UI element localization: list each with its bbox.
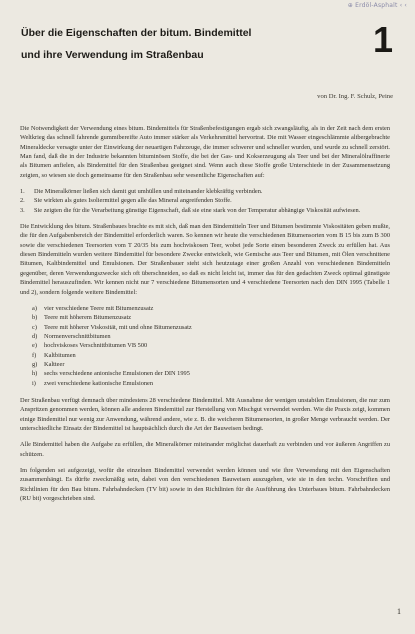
page-number: 1 [397, 607, 401, 616]
list-item: 1. Die Mineralkörner ließen sich damit gut umhüllen und miteinander klebkräftig verbinden. [20, 188, 263, 196]
article-body [20, 124, 390, 510]
list-item: a) vier verschiedene Teere mit Bitumenzusatz [32, 304, 154, 312]
list-item: d) Normenverschnittbitumen [32, 332, 111, 340]
chapter-number: 1 [372, 19, 393, 60]
article-title [21, 22, 341, 66]
list-item: h) sechs verschiedene anionische Emulsionen der DIN 1995 [32, 370, 190, 378]
library-stamp: ⊕ Erdöl-Asphalt ‹ ‹ [347, 2, 407, 9]
list-item: g) Kaltteer [32, 360, 65, 368]
author-line: von Dr. Ing. F. Schulz, Peine [317, 93, 393, 100]
list-item: b) Teere mit höherem Bitumenzusatz [32, 314, 132, 322]
list-item: f) Kaltbitumen [32, 351, 76, 359]
list-item: 3. Sie zeigten die für die Verarbeitung günstige Eigenschaft, daß sie eine stark von der Temperatur abhängige Viskosität aufwiesen. [20, 206, 361, 214]
binder-list [32, 304, 390, 388]
paragraph-outlook: Im folgenden sei aufgezeigt, wofür die einzelnen Bindemittel verwendet werden können und wie ihre Verwendung mit den Eigenschaften zusammenhängt. Es dürfte zweckmäßig sein, dabei von den verschiedenen Bauweisen auszugehen, wie sie in den techn. Vorschriften und Richtlinien für den Bau bitum. Fahrbahndecken (TV bit) sowie in den Richtlinien für die Ausführung des Unterbaues bitum. Fahrbahndecken (RU bit) vorgeschrieben sind. [20, 467, 390, 503]
list-item: 2. Sie wirkten als gutes Isoliermittel gegen alle das Mineral angreifenden Stoffe. [20, 197, 232, 205]
title-line-1: Über die Eigenschaften der bitum. Bindemittel [21, 27, 252, 39]
list-item: i) zwei verschiedene kationische Emulsionen [32, 379, 154, 387]
list-item: c) Teere mit höherer Viskosität, mit und ohne Bitumenzusatz [32, 323, 192, 331]
title-line-2: und ihre Verwendung im Straßenbau [21, 49, 204, 61]
paragraph-intro: Die Notwendigkeit der Verwendung eines bitum. Bindemittels für Straßenbefestigungen ergab sich zwangsläufig, als in der Zeit nach dem ersten Weltkrieg das schnell fahrende gummibereifte Auto immer stärker als Verkehrsmittel hervortrat. Die mit Wasser eingeschlämmte altbergebrachte Mineraldecke versagte unter der Einwirkung der neuartigen Fahrzeuge, die immer schwerer und schneller wurden, und wurde zu schnell zerstört. Man fand, daß die in der Industrie bekannten bituminösen Stoffe, die bei der Gas- und Kokserzeugung als Teer und bei der Mineralölraffinerie als Bitumen anfielen, als Bindemittel für den Straßenbau geeignet sind. Wenn auch diese Stoffe große Unterschiede in der Zusammensetzung zeigten, so wiesen sie doch gemeinsame für den Straßenbau sehr wesentliche Eigenschaften auf: [20, 125, 390, 179]
properties-list [20, 187, 390, 215]
paragraph-task: Alle Bindemittel haben die Aufgabe zu erfüllen, die Mineralkörner miteinander möglichst dauerhaft zu verbinden und vor äußeren Angriffen zu schützen. [20, 441, 390, 458]
list-item: e) hochviskoses Verschnittbitumen VB 500 [32, 342, 148, 350]
paragraph-development: Die Entwicklung des bitum. Straßenbaues brachte es mit sich, daß man den Bindemitteln Teer und Bitumen bestimmte Viskositäten geben mußte, die für den Aufgabenbereich der Bindemittel erforderlich waren. So kennen wir heute die verschiedenen Bitumensorten vom B 15 bis zum B 300 sowie die verschiedenen Teersorten vom T 20/35 bis zum hochviskosen Teer, wobei jede Sorte einen besonderen Zweck zu erfüllen hat. Aus diesen Bindemitteln wurden weitere Bindemittel für besondere Zwecke entwickelt, wie Gemische aus Teer und Bitumen, mit Ölen verschnittene Bitumen, Kaltbindemittel und Emulsionen. Der Straßenbauer steht sich heutzutage einer großen Anzahl von verschiedenen Bindemitteln gegenüber, deren Verwendungszwecke sich oft überschneiden, so daß es nicht leicht ist, immer das für den gedachten Zweck optimal günstigste Bindemittel herauszufinden. Wir kennen nicht nur 7 verschiedene Bitumensorten und 4 verschiedene Teersorten nach den DIN 1995 (Tabelle 1 und 2), sondern folgende weitere Bindemittel: [20, 223, 390, 296]
paragraph-summary: Der Straßenbau verfügt demnach über mindestens 28 verschiedene Bindemittel. Mit Ausnahme der wenigen unstabilen Emulsionen, die nur zum Anspritzen genommen werden, können alle anderen Bindemittel zur Herstellung von Mischgut verwendet werden. Wie die Praxis zeigt, kommen einige Bindemittel nur wenig zur Anwendung, während andere, wie z. B. die weicheren Bitumensorten, in großer Menge verbraucht werden. Der unterschiedliche Einsatz der Bindemittel ist hauptsächlich durch die Art der Bauweisen bedingt. [20, 396, 390, 432]
